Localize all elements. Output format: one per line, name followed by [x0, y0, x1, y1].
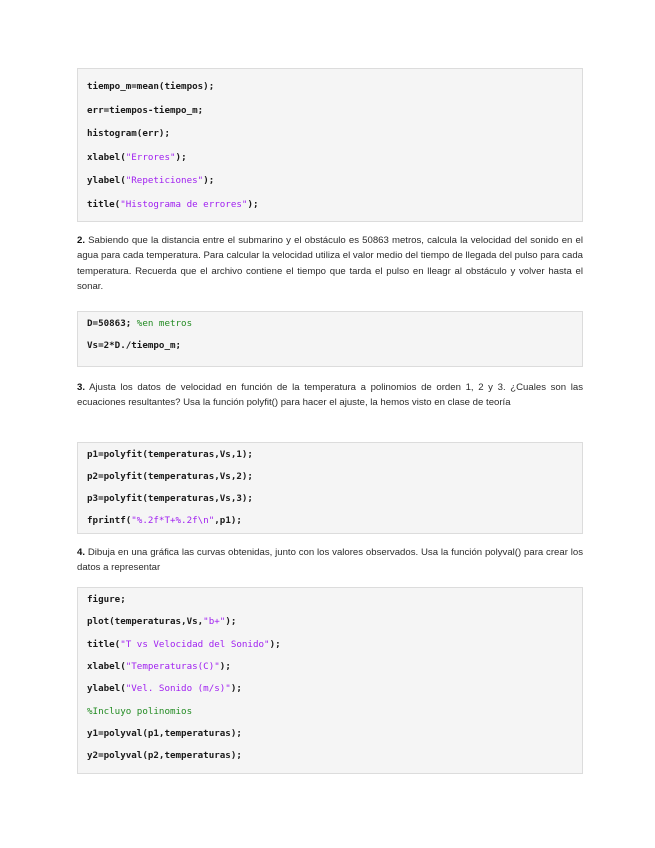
code-string: "Temperaturas(C)" — [125, 660, 220, 672]
code-line — [87, 706, 192, 718]
code-token: title( — [87, 199, 121, 210]
code-token: ); — [225, 616, 237, 628]
code-comment: %Incluyo polinomios — [87, 705, 193, 717]
code-block-polyfit — [77, 442, 583, 534]
code-line — [87, 493, 253, 505]
code-line — [87, 449, 253, 461]
code-token: tiempo_m=mean(tiempos); — [87, 81, 215, 92]
question-2-text: Sabiendo que la distancia entre el submarino y el obstáculo es 50863 metros, calcula la velocidad del sonido en el agua para cada temperatura. Para calcular la velocidad utiliza el valor medio del tiempo de llegada del pulso para cada temperatura. Recuerda que el archivo contiene el tiempo que tarda el pulso en lleagr al obstáculo y volver hasta el sonar. — [77, 235, 583, 293]
code-token: ); — [269, 638, 281, 650]
code-token: ylabel( — [87, 683, 126, 695]
question-4-number: 4. — [77, 547, 86, 558]
code-token: ylabel( — [87, 175, 126, 187]
code-token: figure; — [87, 594, 126, 605]
code-string: "Histograma de errores" — [120, 199, 248, 210]
code-block-histogram — [77, 68, 583, 222]
code-token: fprintf( — [87, 515, 132, 526]
code-line — [87, 594, 126, 606]
question-4-text: Dibuja en una gráfica las curvas obtenidas, junto con los valores observados. Usa la función polyval() para crear los datos a representar — [77, 547, 583, 574]
code-token: ); — [219, 660, 231, 672]
question-4 — [77, 545, 583, 576]
code-line — [87, 128, 170, 140]
code-token: err=tiempos-tiempo_m; — [87, 104, 204, 116]
code-line — [87, 318, 192, 330]
code-comment: %en metros — [136, 318, 193, 329]
code-token: ); — [203, 175, 215, 187]
code-line — [87, 81, 214, 93]
code-line — [87, 105, 203, 117]
code-token: title( — [87, 638, 121, 650]
code-token: ,p1); — [214, 515, 242, 526]
code-string: "Vel. Sonido (m/s)" — [125, 683, 231, 695]
code-block-velocity — [77, 311, 583, 367]
code-line — [87, 471, 253, 483]
code-token: Vs=2*D./tiempo_m; — [87, 340, 182, 351]
code-line — [87, 515, 242, 527]
code-token: y1=polyval(p1,temperaturas); — [87, 727, 242, 739]
code-block-plot — [77, 587, 583, 774]
code-token: plot(temperaturas,Vs, — [87, 616, 204, 628]
code-line — [87, 728, 242, 740]
code-token: y2=polyval(p2,temperaturas); — [87, 750, 242, 762]
code-line — [87, 152, 187, 164]
code-line — [87, 639, 281, 651]
code-line — [87, 175, 214, 187]
code-line — [87, 661, 231, 673]
code-token: ); — [175, 151, 187, 163]
question-3 — [77, 380, 583, 411]
question-2-number: 2. — [77, 235, 86, 246]
code-line — [87, 199, 259, 211]
code-token: xlabel( — [87, 151, 126, 163]
code-string: "b+" — [203, 616, 226, 628]
code-token: ); — [230, 683, 242, 695]
code-token: p1=polyfit(temperaturas,Vs,1); — [87, 449, 253, 460]
code-line — [87, 340, 181, 352]
code-token: ); — [247, 199, 259, 210]
code-token: xlabel( — [87, 660, 126, 672]
code-string: "Errores" — [125, 151, 176, 163]
code-string: "Repeticiones" — [125, 175, 204, 187]
code-line — [87, 683, 242, 695]
code-token: p3=polyfit(temperaturas,Vs,3); — [87, 493, 253, 504]
code-string: "%.2f*T+%.2f\n" — [131, 515, 215, 526]
question-2 — [77, 233, 583, 295]
code-token: p2=polyfit(temperaturas,Vs,2); — [87, 471, 253, 482]
code-token: D=50863; — [87, 318, 137, 329]
code-string: "T vs Velocidad del Sonido" — [120, 638, 270, 650]
question-3-number: 3. — [77, 382, 86, 393]
code-line — [87, 616, 236, 628]
code-line — [87, 750, 242, 762]
question-3-text: Ajusta los datos de velocidad en función de la temperatura a polinomios de orden 1, 2 y 3. ¿Cuales son las ecuaciones resultantes? Usa la función polyfit() para hacer el ajuste, la hemos visto en clase de teoría — [77, 382, 583, 409]
code-token: histogram(err); — [87, 128, 170, 140]
